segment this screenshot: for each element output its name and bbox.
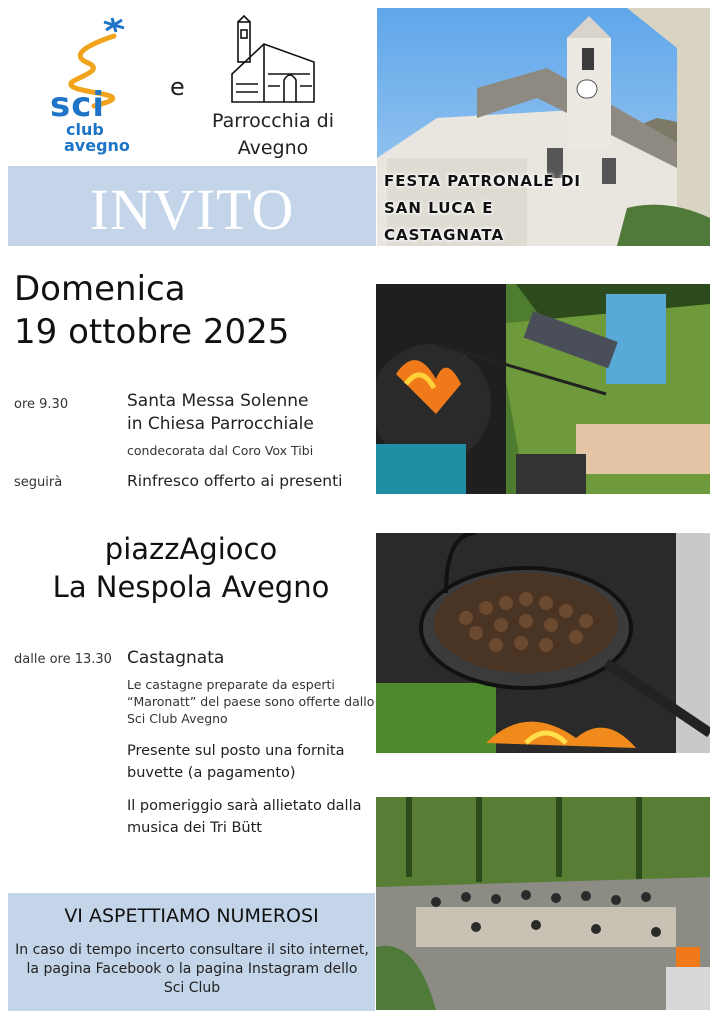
footer-info-line-2: la pagina Facebook o la pagina Instagram dello: [26, 961, 358, 977]
logo-club: club: [66, 120, 104, 139]
chestnut-pan-photo: [376, 533, 710, 753]
event-day: Domenica: [14, 269, 186, 309]
footer-info: [12, 941, 372, 998]
crowd-photo: [376, 797, 710, 1010]
mass-title-line-2: in Chiesa Parrocchiale: [127, 414, 314, 434]
mass-title: [127, 390, 314, 436]
parish-name: [198, 108, 348, 162]
venue-line-2: La Nespola Avegno: [52, 570, 330, 604]
castagnata-note-line-3: Sci Club Avegno: [127, 711, 228, 726]
event-title: [384, 168, 581, 249]
buvette-line-1: Presente sul posto una fornita: [127, 743, 345, 759]
mass-note: condecorata dal Coro Vox Tibi: [127, 443, 314, 458]
music-line-2: musica dei Tri Bütt: [127, 820, 262, 836]
parish-line-1: Parrocchia di: [212, 110, 334, 132]
venue-line-1: piazzAgioco: [104, 532, 278, 566]
castagnata-note-line-2: “Maronatt” del paese sono offerte dallo: [127, 694, 375, 709]
event-title-line-2: SAN LUCA E: [384, 199, 494, 217]
parish-line-2: Avegno: [237, 137, 309, 159]
footer-info-line-3: Sci Club: [163, 980, 221, 996]
event-date-text: 19 ottobre 2025: [14, 312, 290, 352]
refreshment-text: Rinfresco offerto ai presenti: [127, 472, 343, 490]
logo-sci: sci: [50, 85, 106, 125]
roasting-photo: [376, 284, 710, 494]
event-title-line-3: CASTAGNATA: [384, 226, 505, 244]
castagnata-note-line-1: Le castagne preparate da esperti: [127, 677, 335, 692]
footer-info-line-1: In caso di tempo incerto consultare il sito internet,: [15, 942, 369, 958]
refreshment-time: seguirà: [14, 475, 63, 490]
castagnata-time: dalle ore 13.30: [14, 652, 112, 667]
sci-club-logo-text: [50, 85, 130, 155]
castagnata-note: [127, 676, 374, 727]
buvette-text: [127, 740, 344, 784]
invito-title: INVITO: [89, 177, 295, 242]
event-title-line-1: FESTA PATRONALE DI: [384, 172, 582, 190]
castagnata-title: Castagnata: [127, 648, 225, 668]
footer-headline: VI ASPETTIAMO NUMEROSI: [64, 905, 319, 927]
mass-time: ore 9.30: [14, 397, 69, 412]
separator-e: e: [170, 73, 185, 101]
music-line-1: Il pomeriggio sarà allietato dalla: [127, 798, 362, 814]
logo-avegno: avegno: [64, 136, 130, 155]
venue-name: [8, 530, 374, 606]
buvette-line-2: buvette (a pagamento): [127, 765, 296, 781]
church-sketch-icon: [228, 14, 320, 106]
mass-title-line-1: Santa Messa Solenne: [127, 391, 309, 411]
event-date: [14, 268, 289, 354]
music-text: [127, 795, 362, 839]
